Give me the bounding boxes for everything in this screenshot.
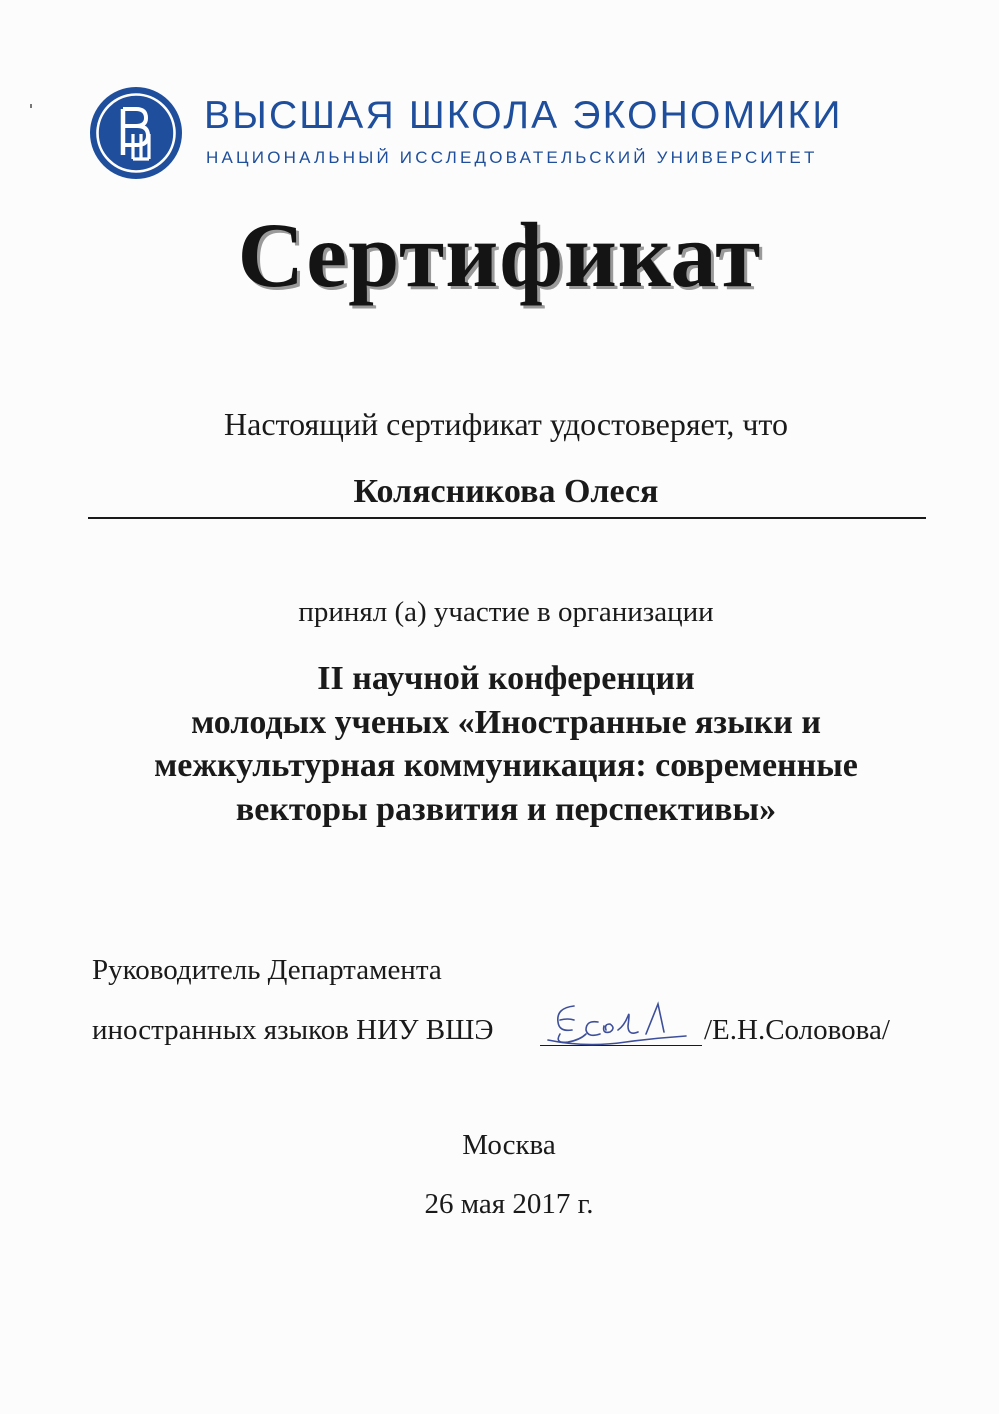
name-underline bbox=[88, 517, 926, 519]
event-line: молодых ученых «Иностранные языки и bbox=[191, 703, 821, 741]
event-line: векторы развития и перспективы» bbox=[235, 790, 777, 828]
city: Москва bbox=[462, 1129, 556, 1161]
event-title bbox=[0, 657, 999, 831]
org-subtitle: НАЦИОНАЛЬНЫЙ ИССЛЕДОВАТЕЛЬСКИЙ УНИВЕРСИТЕТ bbox=[206, 148, 818, 167]
org-name: ВЫСШАЯ ШКОЛА ЭКОНОМИКИ bbox=[204, 94, 843, 137]
hse-emblem-icon bbox=[88, 85, 184, 181]
signer-position-line1: Руководитель Департамента bbox=[92, 954, 442, 986]
signer-name: /Е.Н.Соловова/ bbox=[704, 1014, 890, 1046]
certifies-text: Настоящий сертификат удостоверяет, что bbox=[224, 406, 788, 442]
event-line: межкультурная коммуникация: современные bbox=[154, 747, 858, 785]
handwritten-signature bbox=[546, 996, 696, 1054]
certificate-title: Сертификат bbox=[237, 204, 762, 306]
issue-date: 26 мая 2017 г. bbox=[424, 1188, 594, 1220]
participated-text: принял (а) участие в организации bbox=[298, 596, 714, 628]
event-line: II научной конференции bbox=[317, 660, 695, 697]
recipient-name: Колясникова Олеся bbox=[353, 473, 659, 510]
signer-position-line2: иностранных языков НИУ ВШЭ bbox=[92, 1014, 494, 1046]
scan-speck bbox=[30, 104, 32, 108]
